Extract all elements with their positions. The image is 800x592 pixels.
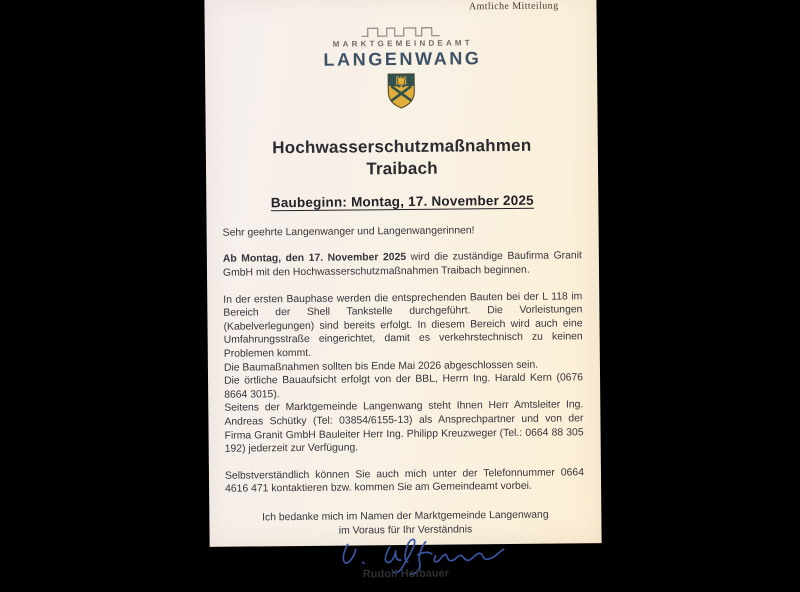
org-name-large: LANGENWANG [323, 48, 482, 70]
closing-line-2: im Voraus für Ihr Verständnis [338, 524, 473, 537]
salutation: Sehr geehrte Langenwanger und Langenwangerinnen! [222, 225, 475, 239]
signer-name: Rudolf Hofbauer [362, 567, 450, 581]
title-line-1: Hochwasserschutzmaßnahmen [272, 135, 532, 158]
paragraph-supervision: Die örtliche Bauaufsicht erfolgt von der BBL, Herrn Ing. Harald Kern (0676 8664 3015). [224, 372, 584, 401]
paragraph-start-date [223, 250, 582, 281]
start-date-banner [206, 191, 598, 213]
org-name-small: MARKTGEMEINDEAMT [332, 38, 473, 49]
document-paper [204, 0, 601, 581]
paragraph-start-date-bold: Ab Montag, den 17. November 2025 [222, 252, 407, 266]
paragraph-construction-phase: In der ersten Bauphase werden die entsprechenden Bauten bei der L 118 im Bereich der Shell Tankstelle durchgeführt. Die Vorleistungen (Kabelverlegungen) sind bereits erfolgt. In diesem Bereich wird auch eine Umfahrungsstraße eingerichtet, damit es verkehrstechnisch zu keinen Problemen kommt. [223, 290, 583, 360]
paragraph-start-date-rest: wird die zuständige Baufirma Granit GmbH mit den Hochwasserschutzmaßnahmen Traibach beginnen. [222, 250, 582, 279]
paragraph-completion: Die Baumaßnahmen sollten bis Ende Mai 2026 abgeschlossen sein. [223, 359, 539, 374]
paragraph-personal-contact: Selbstverständlich können Sie auch mich unter der Telefonnummer 0664 4616 471 kontaktieren bzw. kommen Sie am Gemeindeamt vorbei. [224, 467, 585, 496]
closing-line-1: Ich bedanke mich im Namen der Marktgemeinde Langenwang [262, 509, 549, 524]
letter-body [223, 223, 585, 497]
signature-block [210, 536, 602, 592]
paragraph-contacts: Seitens der Marktgemeinde Langenwang steht Ihnen Herr Amtsleiter Ing. Andreas Schütky (Tel: 03854/6155-13) als Ansprechpartner und von der Firma Granit GmbH Bauleiter Herr Ing. Philipp Kreuzweger (Tel.: 0664 88 305 192) jederzeit zur Verfügung. [224, 399, 584, 455]
coat-of-arms-icon [386, 73, 416, 109]
document-title [222, 134, 582, 182]
crenellation-icon [361, 26, 441, 39]
start-date-text: Baubeginn: Montag, 17. November 2025 [270, 192, 534, 211]
title-line-2: Traibach [366, 159, 438, 179]
letterhead [205, 24, 598, 111]
corner-note: Amtliche Mitteilung [468, 0, 559, 13]
